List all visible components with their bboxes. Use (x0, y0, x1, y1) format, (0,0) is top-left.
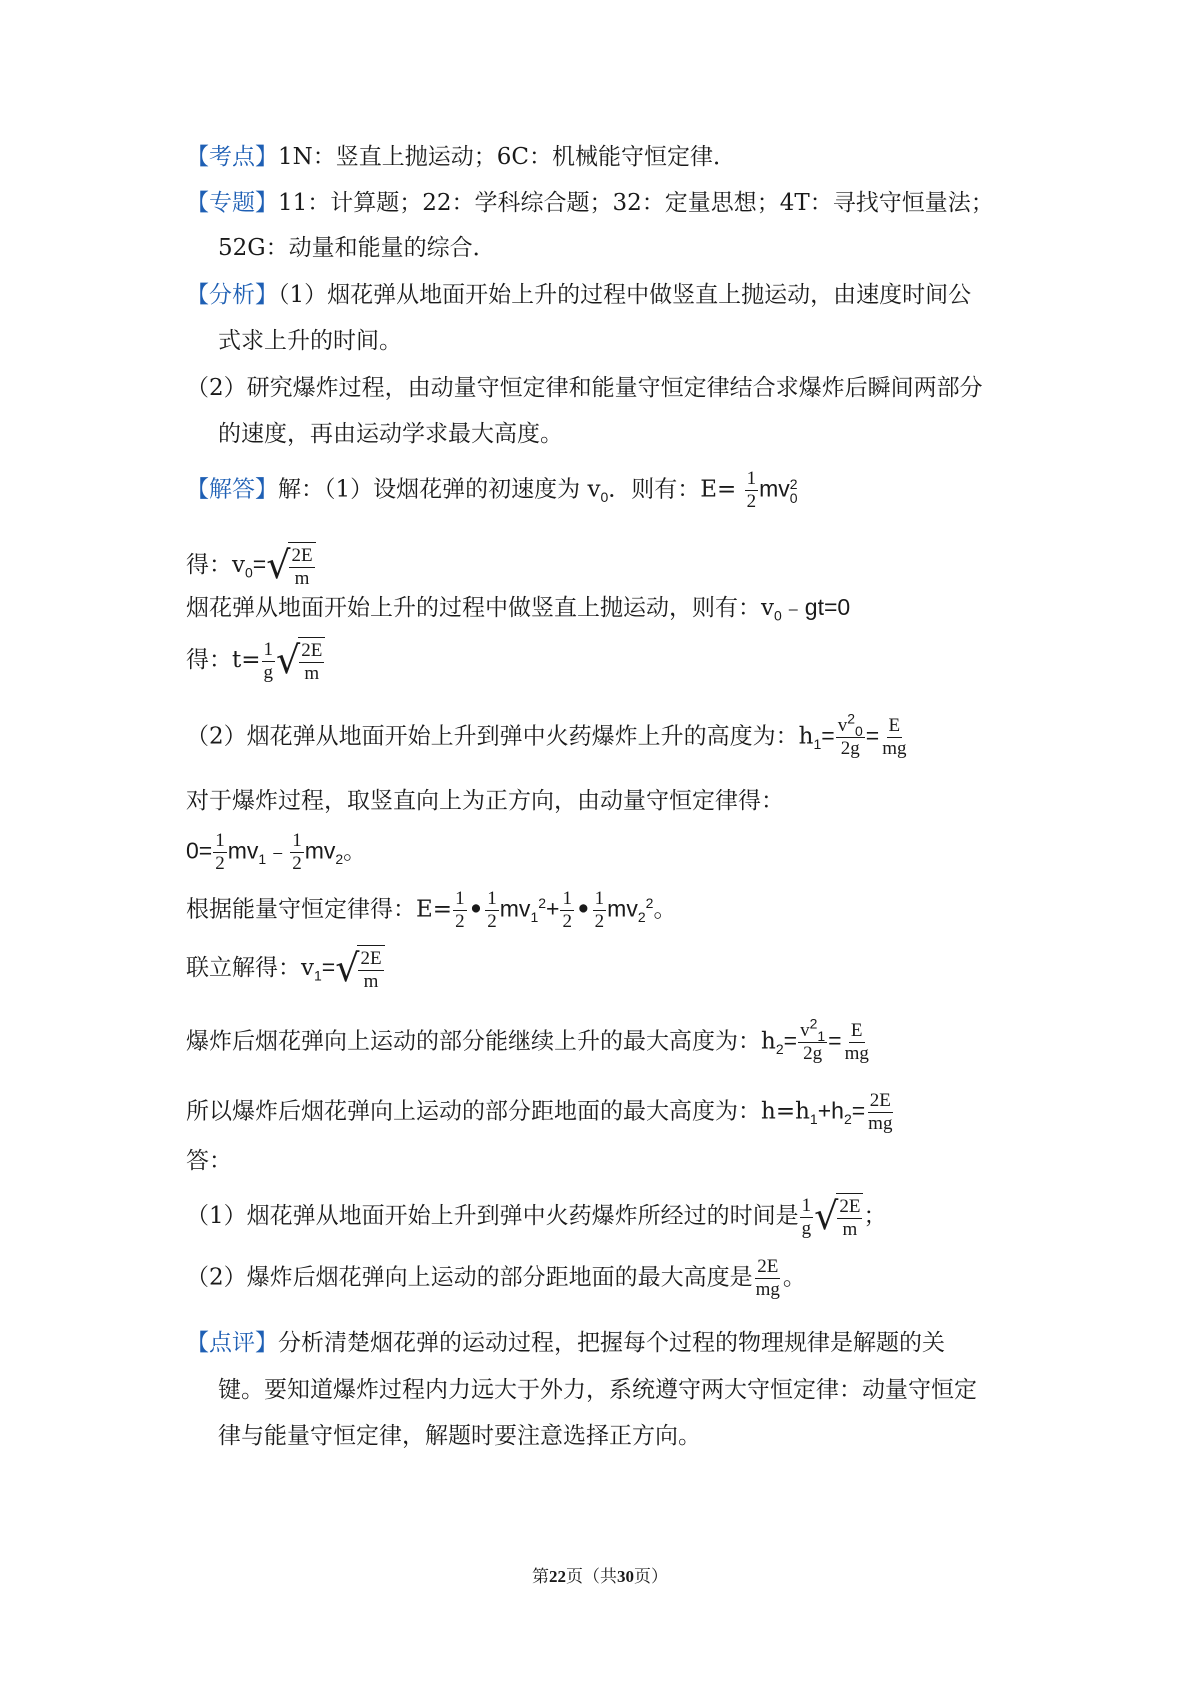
kaodian-tag: 【考点】 (186, 144, 278, 170)
dianping-tag: 【点评】 (186, 1330, 278, 1356)
zhuanti-tag: 【专题】 (186, 190, 278, 216)
jieda-tag: 【解答】 (186, 476, 278, 503)
fraction-half: $\frac{1}{2}$ (746, 468, 757, 512)
jieda-text-11: 所以爆炸后烟花弹向上运动的部分距地面的最大高度为：h=h (186, 1098, 810, 1125)
jieda-line-14: （2）爆炸后烟花弹向上运动的部分距地面的最大高度是 $\frac{2E}{mg}$ 。 (186, 1256, 806, 1300)
jieda-text-13: （1）烟花弹从地面开始上升到弹中火药爆炸所经过的时间是 (186, 1203, 799, 1229)
jieda-text-5: （2）烟花弹从地面开始上升到弹中火药爆炸上升的高度为：h (186, 723, 814, 750)
fenxi-line-3: （2）研究爆炸过程，由动量守恒定律和能量守恒定律结合求爆炸后瞬间两部分 (186, 375, 983, 401)
jieda-line-3: 烟花弹从地面开始上升的过程中做竖直上抛运动，则有：$v_0﹣gt=0$ (186, 594, 851, 624)
jieda-text-7: 0= (186, 837, 213, 864)
jieda-line-9: 联立解得：$v_1=$ √ $\frac{2E}{m}$ (186, 945, 385, 993)
fenxi-line-2: 式求上升的时间。 (218, 328, 402, 354)
page-footer (0, 1562, 1200, 1587)
jieda-line-2: 得：$v_0=$ √ $\frac{2E}{m}$ (186, 542, 316, 590)
jieda-line-11: 所以爆炸后烟花弹向上运动的部分距地面的最大高度为：$h=h_1+h_2=$ $\frac{2E}{mg}$ (186, 1090, 893, 1134)
jieda-line-5: （2）烟花弹从地面开始上升到弹中火药爆炸上升的高度为：$h_1=$ $\frac{v^2_0}{2g}$ = $\frac{E}{mg}$ (186, 710, 907, 759)
zhuanti-line-2: 52G：动量和能量的综合． (218, 235, 496, 261)
footer-post: 页） (634, 1567, 668, 1587)
footer-page-number: 22 (549, 1567, 566, 1586)
jieda-text-10: 爆炸后烟花弹向上运动的部分能继续上升的最大高度为：h (186, 1028, 776, 1055)
jieda-line-4: 得：t= $\frac{1}{g}$ √ $\frac{2E}{m}$ (186, 637, 325, 685)
fenxi-text-1: （1）烟花弹从地面开始上升的过程中做竖直上抛运动，由速度时间公 (278, 282, 972, 308)
fenxi-tag: 【分析】 (186, 282, 278, 308)
kaodian-text: 1N：竖直上抛运动；6C：机械能守恒定律． (278, 144, 736, 170)
zhuanti-text-1: 11：计算题；22：学科综合题；32：定量思想；4T：寻找守恒量法； (278, 190, 994, 216)
sqrt-2e-over-m: √ $\frac{2E}{m}$ (266, 542, 315, 590)
jieda-text-9: 联立解得：v (186, 955, 314, 981)
jieda-line-13: （1）烟花弹从地面开始上升到弹中火药爆炸所经过的时间是 $\frac{1}{g}$ √ $\frac{2E}{m}$ ； (186, 1194, 887, 1240)
jieda-line-8: 根据能量守恒定律得：E= $\frac{1}{2}$ • $\frac{1}{2}$ $mv_1^2+$ $\frac{1}{2}$ • $\frac{1}{2}$ $mv_2^2$。 (186, 888, 677, 932)
jieda-line-1: 【解答】解：（1）设烟花弹的初速度为 $v_0$．则有：E= $\frac{1}{2}$ mv 2 0 (186, 468, 798, 512)
zhuanti-line-1 (186, 188, 994, 218)
jieda-text-1: 解：（1）设烟花弹的初速度为 v (278, 476, 601, 503)
jieda-text-14: （2）爆炸后烟花弹向上运动的部分距地面的最大高度是 (186, 1264, 753, 1291)
jieda-text-8: 根据能量守恒定律得：E= (186, 896, 453, 923)
footer-total-pages: 30 (617, 1567, 634, 1586)
jieda-line-7: 0= $\frac{1}{2}$ $mv_1﹣$ $\frac{1}{2}$ $mv_2$。 (186, 830, 367, 874)
jieda-text-4: 得：t= (186, 647, 261, 673)
footer-pre: 第 (532, 1567, 549, 1587)
jieda-line-12: 答： (186, 1148, 232, 1174)
footer-mid: 页（共 (566, 1567, 617, 1587)
jieda-text-1b: ．则有：E= (608, 476, 737, 503)
jieda-text-3: 烟花弹从地面开始上升的过程中做竖直上抛运动，则有：v (186, 595, 774, 621)
fenxi-line-1 (186, 280, 971, 310)
dianping-line-3: 律与能量守恒定律，解题时要注意选择正方向。 (218, 1423, 701, 1449)
dianping-line-2: 键。要知道爆炸过程内力远大于外力，系统遵守两大守恒定律：动量守恒定 (218, 1377, 977, 1403)
dianping-text-1: 分析清楚烟花弹的运动过程，把握每个过程的物理规律是解题的关 (278, 1330, 945, 1356)
jieda-line-10: 爆炸后烟花弹向上运动的部分能继续上升的最大高度为：$h_2=$ $\frac{v^2_1}{2g}$ = $\frac{E}{mg}$ (186, 1015, 869, 1064)
fenxi-line-4: 的速度，再由运动学求最大高度。 (218, 421, 563, 447)
jieda-text-3b: gt=0 (804, 594, 851, 620)
dianping-line-1 (186, 1328, 945, 1358)
jieda-text-2: 得：v (186, 552, 245, 578)
kaodian-line (186, 142, 736, 172)
jieda-line-6: 对于爆炸过程，取竖直向上为正方向，由动量守恒定律得： (186, 788, 784, 814)
